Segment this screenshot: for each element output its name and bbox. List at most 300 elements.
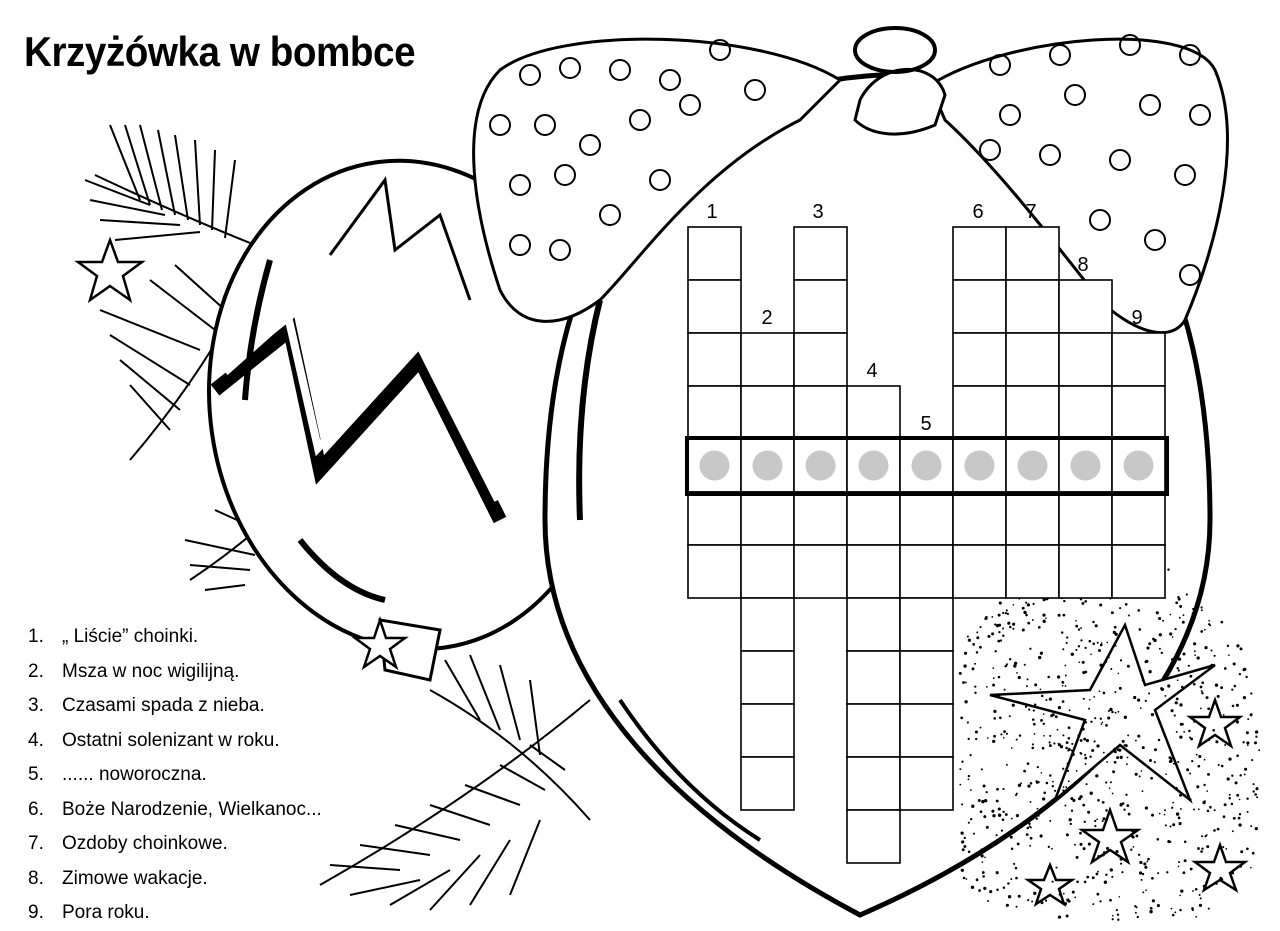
stipple-dot — [1016, 814, 1019, 817]
stipple-dot — [1034, 733, 1036, 735]
crossword-cell[interactable] — [900, 704, 953, 757]
crossword-cell[interactable] — [1006, 280, 1059, 333]
crossword-cell[interactable] — [1006, 386, 1059, 439]
clue-list — [28, 620, 322, 931]
stipple-dot — [1072, 753, 1075, 756]
stipple-dot — [1105, 724, 1108, 727]
crossword-cell[interactable] — [1112, 492, 1165, 545]
stipple-dot — [1043, 620, 1046, 623]
stipple-dot — [1092, 903, 1094, 905]
stipple-dot — [967, 778, 969, 780]
stipple-dot — [964, 700, 967, 703]
stipple-dot — [1064, 902, 1067, 905]
stipple-dot — [996, 871, 999, 874]
stipple-dot — [1012, 704, 1015, 707]
stipple-dot — [962, 848, 965, 851]
stipple-dot — [1176, 731, 1178, 733]
stipple-dot — [1112, 918, 1114, 920]
stipple-dot — [1166, 871, 1168, 873]
crossword-cell[interactable] — [688, 333, 741, 386]
stipple-dot — [1105, 874, 1107, 876]
stipple-dot — [1183, 731, 1185, 733]
stipple-dot — [1205, 696, 1208, 699]
stipple-dot — [1027, 678, 1029, 680]
solution-dot — [1018, 451, 1048, 481]
stipple-dot — [1027, 762, 1030, 765]
stipple-dot — [1193, 720, 1196, 723]
stipple-dot — [1223, 815, 1226, 818]
stipple-dot — [1084, 600, 1087, 603]
crossword-cell[interactable] — [953, 386, 1006, 439]
stipple-dot — [1246, 847, 1249, 850]
stipple-dot — [1092, 642, 1095, 645]
crossword-cell[interactable] — [847, 386, 900, 439]
stipple-dot — [968, 822, 970, 824]
stipple-dot — [1189, 773, 1191, 775]
stipple-dot — [960, 717, 963, 720]
stipple-dot — [1007, 622, 1010, 625]
crossword-cell[interactable] — [741, 492, 794, 545]
stipple-dot — [1084, 757, 1087, 760]
crossword-cell[interactable] — [741, 386, 794, 439]
stipple-dot — [1082, 661, 1085, 664]
crossword-cell[interactable] — [1112, 386, 1165, 439]
stipple-dot — [1135, 912, 1137, 914]
stipple-dot — [980, 727, 982, 729]
stipple-dot — [1220, 621, 1223, 624]
stipple-dot — [1079, 661, 1081, 663]
stipple-dot — [1101, 723, 1103, 725]
crossword-cell[interactable] — [1112, 545, 1165, 598]
clue-number: 3. — [28, 695, 44, 716]
stipple-dot — [1066, 741, 1069, 744]
crossword-cell[interactable] — [847, 704, 900, 757]
stipple-dot — [1083, 738, 1086, 741]
stipple-dot — [1095, 774, 1098, 777]
stipple-dot — [961, 840, 964, 843]
stipple-dot — [1042, 797, 1045, 800]
stipple-dot — [1102, 801, 1105, 804]
stipple-dot — [1023, 770, 1026, 773]
crossword-cell[interactable] — [794, 545, 847, 598]
stipple-dot — [1201, 692, 1203, 694]
crossword-cell[interactable] — [794, 227, 847, 280]
stipple-dot — [1244, 773, 1246, 775]
solution-dot — [700, 451, 730, 481]
stipple-dot — [1071, 653, 1074, 656]
stipple-dot — [1061, 681, 1064, 684]
crossword-cell[interactable] — [1006, 545, 1059, 598]
stipple-dot — [1179, 895, 1181, 897]
stipple-dot — [1179, 617, 1181, 619]
stipple-dot — [1072, 799, 1075, 802]
stipple-dot — [987, 635, 990, 638]
stipple-dot — [1139, 628, 1142, 631]
stipple-dot — [1102, 817, 1105, 820]
stipple-dot — [1170, 614, 1172, 616]
stipple-dot — [1091, 685, 1093, 687]
crossword-cell[interactable] — [741, 333, 794, 386]
crossword-cell[interactable] — [794, 492, 847, 545]
stipple-dot — [1178, 817, 1181, 820]
stipple-dot — [1133, 696, 1136, 699]
crossword-cell[interactable] — [1059, 386, 1112, 439]
stipple-dot — [1236, 794, 1239, 797]
stipple-dot — [1217, 695, 1220, 698]
stipple-dot — [1113, 747, 1116, 750]
stipple-dot — [1128, 615, 1130, 617]
stipple-dot — [1186, 593, 1188, 595]
stipple-dot — [1003, 737, 1005, 739]
stipple-dot — [1233, 662, 1236, 665]
crossword-number-label: 2 — [761, 307, 773, 329]
crossword-cell[interactable] — [688, 545, 741, 598]
stipple-dot — [1236, 754, 1239, 757]
stipple-dot — [1167, 684, 1170, 687]
stipple-dot — [1026, 833, 1029, 836]
stipple-dot — [1002, 836, 1004, 838]
stipple-dot — [1146, 647, 1149, 650]
stipple-dot — [1029, 825, 1031, 827]
stipple-dot — [1010, 878, 1012, 880]
stipple-dot — [1243, 668, 1246, 671]
solution-dot — [1124, 451, 1154, 481]
stipple-dot — [1019, 734, 1021, 736]
crossword-cell[interactable] — [1006, 333, 1059, 386]
stipple-dot — [1059, 887, 1061, 889]
stipple-dot — [1122, 740, 1125, 743]
stipple-dot — [1150, 777, 1153, 780]
stipple-dot — [986, 686, 988, 688]
stipple-dot — [1027, 603, 1030, 606]
stipple-dot — [1065, 685, 1067, 687]
stipple-dot — [971, 805, 974, 808]
stipple-dot — [985, 616, 988, 619]
stipple-dot — [960, 831, 963, 834]
crossword-cell[interactable] — [953, 280, 1006, 333]
stipple-dot — [1114, 691, 1116, 693]
stipple-dot — [999, 601, 1002, 604]
stipple-dot — [1080, 739, 1083, 742]
stipple-dot — [1049, 697, 1052, 700]
stipple-dot — [1250, 867, 1252, 869]
stipple-dot — [967, 722, 969, 724]
stipple-dot — [1224, 803, 1227, 806]
stipple-dot — [1171, 658, 1174, 661]
stipple-dot — [996, 889, 999, 892]
stipple-dot — [970, 754, 972, 756]
stipple-dot — [1250, 692, 1252, 694]
stipple-dot — [1204, 646, 1207, 649]
clue-number: 4. — [28, 729, 44, 751]
stipple-dot — [1009, 626, 1012, 629]
crossword-cell[interactable] — [688, 280, 741, 333]
stipple-dot — [1029, 845, 1031, 847]
stipple-dot — [1078, 645, 1080, 647]
stipple-dot — [1143, 862, 1146, 865]
crossword-cell[interactable] — [847, 545, 900, 598]
stipple-dot — [1066, 833, 1069, 836]
stipple-dot — [1152, 638, 1155, 641]
crossword-cell[interactable] — [794, 280, 847, 333]
clue-text: Msza w noc wigilijną. — [62, 660, 240, 682]
stipple-dot — [1038, 815, 1040, 817]
stipple-dot — [1045, 699, 1047, 701]
stipple-dot — [1177, 679, 1179, 681]
crossword-cell[interactable] — [1112, 333, 1165, 386]
stipple-dot — [983, 815, 986, 818]
stipple-dot — [1014, 662, 1017, 665]
stipple-dot — [1156, 611, 1159, 614]
stipple-dot — [1207, 707, 1210, 710]
stipple-dot — [1032, 619, 1034, 621]
stipple-dot — [1084, 671, 1087, 674]
stipple-dot — [1196, 754, 1198, 756]
stipple-dot — [1204, 629, 1206, 631]
stipple-dot — [1105, 809, 1108, 812]
stipple-dot — [968, 639, 971, 642]
stipple-dot — [1128, 813, 1131, 816]
clue-item — [28, 724, 322, 759]
stipple-dot — [1158, 617, 1161, 620]
clue-number: 9. — [28, 902, 44, 923]
crossword-cell[interactable] — [1006, 227, 1059, 280]
stipple-dot — [1037, 781, 1039, 783]
clue-item — [28, 793, 322, 828]
stipple-dot — [1058, 614, 1061, 617]
stipple-dot — [1169, 632, 1172, 635]
stipple-dot — [1079, 843, 1082, 846]
stipple-dot — [1172, 823, 1175, 826]
crossword-number-label: 1 — [706, 201, 718, 223]
stipple-dot — [1075, 625, 1078, 628]
stipple-dot — [1178, 658, 1181, 661]
stipple-dot — [1138, 854, 1140, 856]
stipple-dot — [1015, 877, 1018, 880]
crossword-cell[interactable] — [688, 492, 741, 545]
stipple-dot — [1147, 858, 1150, 861]
crossword-cell[interactable] — [1006, 492, 1059, 545]
stipple-dot — [959, 672, 962, 675]
stipple-dot — [1066, 898, 1069, 901]
stipple-dot — [959, 784, 961, 786]
stipple-dot — [1064, 665, 1066, 667]
crossword-cell[interactable] — [900, 545, 953, 598]
stipple-dot — [963, 845, 966, 848]
stipple-dot — [1012, 628, 1014, 630]
crossword-cell[interactable] — [900, 651, 953, 704]
stipple-dot — [1179, 703, 1182, 706]
crossword-cell[interactable] — [953, 227, 1006, 280]
stipple-dot — [1164, 814, 1166, 816]
stipple-dot — [1069, 709, 1071, 711]
stipple-dot — [982, 875, 985, 878]
stipple-dot — [1029, 648, 1031, 650]
stipple-dot — [980, 810, 983, 813]
stipple-dot — [1200, 850, 1203, 853]
stipple-dot — [1214, 809, 1216, 811]
stipple-dot — [1204, 759, 1206, 761]
crossword-cell[interactable] — [900, 757, 953, 810]
stipple-dot — [1174, 911, 1176, 913]
stipple-dot — [1193, 683, 1196, 686]
crossword-cell[interactable] — [900, 598, 953, 651]
stipple-dot — [1041, 772, 1043, 774]
crossword-cell[interactable] — [794, 333, 847, 386]
stipple-dot — [1027, 622, 1030, 625]
crossword-cell[interactable] — [847, 651, 900, 704]
crossword-cell[interactable] — [953, 492, 1006, 545]
stipple-dot — [994, 650, 996, 652]
stipple-dot — [1022, 607, 1025, 610]
crossword-cell[interactable] — [953, 333, 1006, 386]
stipple-dot — [1061, 631, 1063, 633]
crossword-cell[interactable] — [847, 598, 900, 651]
stipple-dot — [1052, 881, 1054, 883]
stipple-dot — [1177, 761, 1179, 763]
stipple-dot — [1231, 803, 1233, 805]
stipple-dot — [1139, 871, 1142, 874]
crossword-cell[interactable] — [847, 492, 900, 545]
stipple-dot — [1229, 794, 1231, 796]
stipple-dot — [1112, 770, 1115, 773]
clue-item — [28, 862, 322, 897]
stipple-dot — [1169, 760, 1172, 763]
crossword-cell[interactable] — [741, 598, 794, 651]
stipple-dot — [1239, 774, 1241, 776]
stipple-dot — [1100, 718, 1102, 720]
stipple-dot — [1145, 660, 1148, 663]
stipple-dot — [1232, 830, 1234, 832]
stipple-dot — [1228, 797, 1231, 800]
stipple-dot — [1043, 735, 1045, 737]
stipple-dot — [1048, 846, 1050, 848]
stipple-dot — [989, 890, 992, 893]
stipple-dot — [1117, 673, 1119, 675]
stipple-dot — [1123, 809, 1125, 811]
stipple-dot — [1238, 823, 1241, 826]
stipple-dot — [1049, 820, 1051, 822]
stipple-dot — [1223, 714, 1225, 716]
crossword-cell[interactable] — [688, 386, 741, 439]
stipple-dot — [1246, 731, 1249, 734]
stipple-dot — [1193, 809, 1195, 811]
stipple-dot — [1165, 824, 1167, 826]
stipple-dot — [1177, 667, 1179, 669]
stipple-dot — [1192, 608, 1194, 610]
stipple-dot — [1121, 871, 1123, 873]
stipple-dot — [1239, 865, 1242, 868]
stipple-dot — [1212, 729, 1215, 732]
crossword-cell[interactable] — [1059, 545, 1112, 598]
stipple-dot — [1252, 790, 1254, 792]
stipple-dot — [1094, 740, 1096, 742]
crossword-cell[interactable] — [1059, 333, 1112, 386]
crossword-cell[interactable] — [847, 757, 900, 810]
stipple-dot — [975, 738, 977, 740]
stipple-dot — [1035, 813, 1037, 815]
stipple-dot — [1095, 624, 1098, 627]
stipple-dot — [1010, 836, 1013, 839]
crossword-cell[interactable] — [741, 545, 794, 598]
stipple-dot — [1045, 900, 1047, 902]
crossword-cell[interactable] — [847, 810, 900, 863]
stipple-dot — [1009, 715, 1011, 717]
stipple-dot — [1120, 863, 1122, 865]
stipple-dot — [1188, 665, 1190, 667]
stipple-dot — [1052, 785, 1054, 787]
stipple-dot — [1032, 718, 1035, 721]
crossword-cell[interactable] — [953, 545, 1006, 598]
stipple-dot — [1099, 900, 1101, 902]
crossword-cell[interactable] — [1059, 492, 1112, 545]
crossword-number-label: 4 — [866, 360, 878, 382]
stipple-dot — [987, 900, 989, 902]
stipple-dot — [1247, 811, 1249, 813]
crossword-cell[interactable] — [741, 704, 794, 757]
crossword-cell[interactable] — [688, 227, 741, 280]
stipple-dot — [1012, 623, 1015, 626]
stipple-dot — [1062, 789, 1064, 791]
stipple-dot — [1200, 686, 1203, 689]
crossword-number-label: 8 — [1077, 254, 1089, 276]
stipple-dot — [1169, 825, 1171, 827]
stipple-dot — [1149, 759, 1152, 762]
stipple-dot — [1258, 749, 1260, 751]
stipple-dot — [1192, 617, 1195, 620]
stipple-dot — [1078, 797, 1081, 800]
stipple-dot — [1062, 700, 1065, 703]
stipple-dot — [1157, 872, 1159, 874]
stipple-dot — [1170, 757, 1173, 760]
stipple-dot — [1090, 653, 1092, 655]
stipple-dot — [1208, 908, 1210, 910]
stipple-dot — [1194, 650, 1196, 652]
stipple-dot — [961, 803, 963, 805]
stipple-dot — [1157, 838, 1160, 841]
stipple-dot — [1086, 876, 1089, 879]
stipple-dot — [1201, 609, 1203, 611]
clue-text: Pora roku. — [62, 902, 150, 923]
stipple-dot — [1093, 696, 1095, 698]
crossword-cell[interactable] — [1059, 280, 1112, 333]
stipple-dot — [1036, 818, 1038, 820]
crossword-cell[interactable] — [900, 492, 953, 545]
stipple-dot — [1255, 787, 1258, 790]
stipple-dot — [1127, 734, 1129, 736]
stipple-dot — [1198, 808, 1200, 810]
clue-number: 8. — [28, 867, 44, 889]
stipple-dot — [1127, 757, 1129, 759]
stipple-dot — [1176, 697, 1179, 700]
solution-dot — [806, 451, 836, 481]
stipple-dot — [1141, 770, 1143, 772]
stipple-dot — [993, 735, 996, 738]
crossword-cell[interactable] — [741, 757, 794, 810]
stipple-dot — [991, 616, 993, 618]
stipple-dot — [1137, 698, 1140, 701]
stipple-dot — [1114, 750, 1117, 753]
stipple-dot — [1057, 729, 1059, 731]
stipple-dot — [1062, 734, 1064, 736]
stipple-dot — [1231, 688, 1233, 690]
stipple-dot — [1000, 733, 1002, 735]
stipple-dot — [1232, 705, 1235, 708]
crossword-cell[interactable] — [794, 386, 847, 439]
stipple-dot — [1142, 679, 1144, 681]
stipple-dot — [1015, 906, 1017, 908]
crossword-cell[interactable] — [741, 651, 794, 704]
